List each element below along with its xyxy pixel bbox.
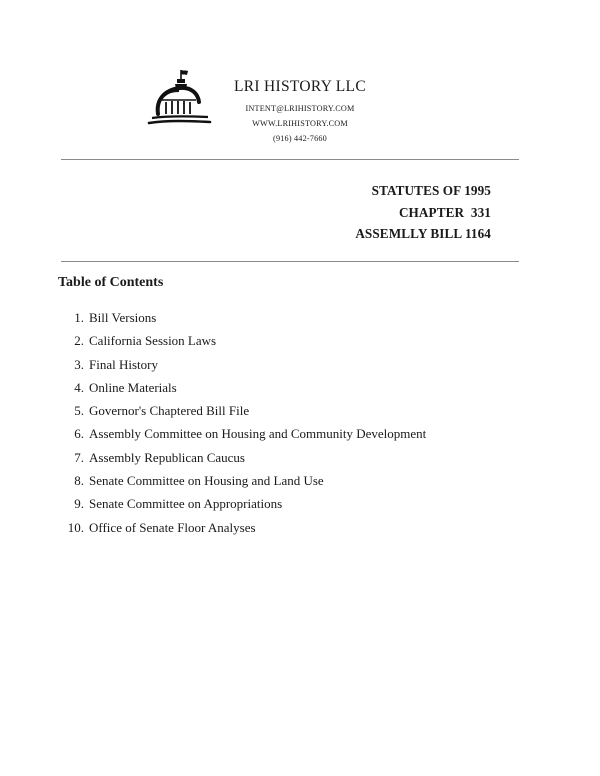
toc-item-label: Assembly Republican Caucus — [89, 449, 245, 465]
toc-item — [58, 329, 426, 352]
toc-item — [58, 399, 426, 422]
company-email: INTENT@LRIHISTORY.COM — [245, 104, 355, 113]
toc-item — [58, 422, 426, 445]
toc-item — [58, 446, 426, 469]
toc-item — [58, 469, 426, 492]
toc-item-label: Governor's Chaptered Bill File — [89, 403, 250, 419]
toc-item-number: 4. — [74, 379, 84, 395]
company-info — [200, 78, 400, 146]
toc-item-number: 3. — [74, 356, 84, 372]
toc-item-number: 8. — [74, 473, 84, 489]
toc-item-label: Final History — [89, 356, 158, 372]
toc-item-label: California Session Laws — [89, 333, 217, 349]
toc-item-number: 10. — [67, 519, 84, 535]
toc-item — [58, 353, 426, 376]
company-name: LRI HISTORY LLC — [234, 78, 366, 95]
divider-top — [61, 159, 519, 160]
toc-item-label: Bill Versions — [89, 310, 157, 325]
toc-list — [58, 306, 426, 539]
toc-item — [58, 376, 426, 399]
statute-year: STATUTES OF 1995 — [371, 183, 491, 198]
toc-item-number: 9. — [74, 496, 84, 512]
statute-chapter: CHAPTER 331 — [398, 204, 491, 220]
toc-item-label: Senate Committee on Housing and Land Use — [89, 473, 324, 489]
toc-item — [58, 516, 426, 539]
toc-item-label: Assembly Committee on Housing and Community Development — [89, 426, 427, 442]
company-phone: (916) 442-7660 — [273, 134, 327, 143]
toc-item-number: 1. — [74, 310, 84, 325]
toc-title: Table of Contents — [58, 275, 164, 290]
toc-item-label: Office of Senate Floor Analyses — [89, 519, 256, 535]
toc-item-label: Online Materials — [89, 379, 177, 395]
company-website: WWW.LRIHISTORY.COM — [252, 119, 348, 128]
toc-item-number: 2. — [74, 333, 84, 349]
statute-bill: ASSEMLLY BILL 1164 — [355, 226, 491, 241]
toc-item-number: 7. — [74, 449, 84, 465]
toc-item — [58, 306, 426, 329]
toc-item-number: 6. — [74, 426, 84, 442]
toc-item-number: 5. — [74, 403, 84, 419]
toc-item — [58, 492, 426, 515]
toc-item-label: Senate Committee on Appropriations — [89, 496, 283, 512]
divider-bottom — [61, 261, 519, 262]
statute-info — [355, 180, 491, 245]
